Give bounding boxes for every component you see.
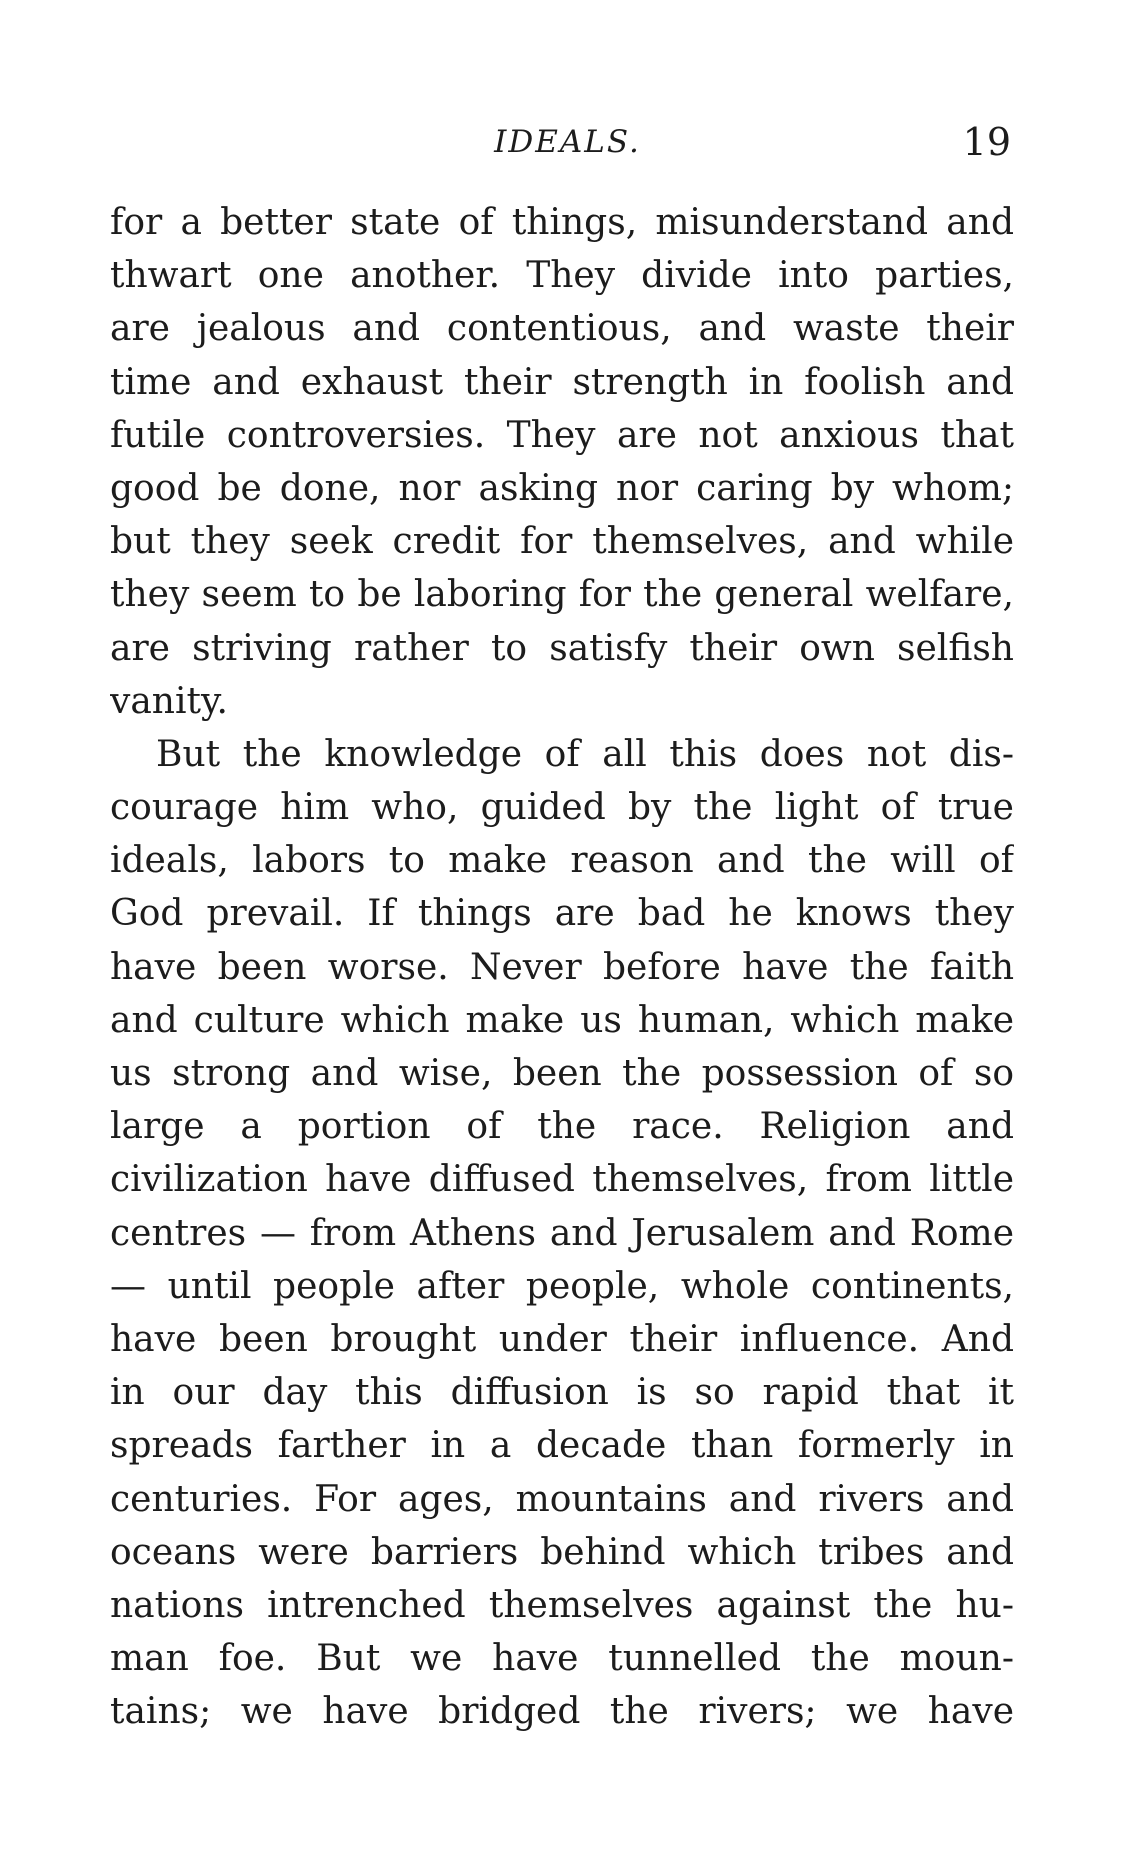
text-line: are striving rather to satisfy their own selfish <box>110 627 1014 669</box>
text-line: and culture which make us human, which make <box>110 999 1014 1041</box>
page-number: 19 <box>962 120 1011 164</box>
text-line: us strong and wise, been the possession of so <box>110 1053 1014 1094</box>
text-line: for a better state of things, misunderstand and <box>110 202 1014 243</box>
text-line: centuries. For ages, mountains and rivers and <box>110 1478 1014 1520</box>
text-line: vanity. <box>110 680 228 722</box>
running-title: IDEALS. <box>494 124 641 160</box>
text-line: in our day this diffusion is so rapid that it <box>110 1372 1014 1414</box>
text-line: — until people after people, whole continents, <box>110 1265 1014 1307</box>
paragraph-2 <box>110 728 1014 1739</box>
text-line: centres — from Athens and Jerusalem and Rome <box>110 1212 1014 1254</box>
text-line: spreads farther in a decade than formerly in <box>110 1425 1014 1467</box>
text-line: man foe. But we have tunnelled the moun- <box>110 1638 1014 1680</box>
text-line: good be done, nor asking nor caring by whom; <box>110 467 1014 509</box>
running-head <box>0 120 1135 180</box>
text-line: But the knowledge of all this does not dis- <box>156 733 1014 775</box>
text-line: time and exhaust their strength in foolish and <box>110 361 1014 403</box>
text-line: have been worse. Never before have the faith <box>110 946 1014 988</box>
text-line: tains; we have bridged the rivers; we have <box>110 1691 1014 1733</box>
text-line: thwart one another. They divide into parties, <box>110 255 1014 297</box>
text-line: God prevail. If things are bad he knows they <box>110 893 1014 935</box>
text-line: courage him who, guided by the light of true <box>110 787 1014 829</box>
text-line: they seem to be laboring for the general welfare, <box>110 574 1014 616</box>
paragraph-1 <box>110 196 1014 728</box>
text-line: are jealous and contentious, and waste their <box>110 308 1014 350</box>
text-line: ideals, labors to make reason and the will of <box>110 840 1014 882</box>
text-line: nations intrenched themselves against the hu- <box>110 1584 1014 1626</box>
text-line: large a portion of the race. Religion and <box>110 1106 1014 1148</box>
text-line: civilization have diffused themselves, from little <box>110 1159 1014 1201</box>
text-line: oceans were barriers behind which tribes and <box>110 1531 1014 1573</box>
text-line: futile controversies. They are not anxious that <box>110 414 1014 456</box>
body-text <box>110 196 1014 1738</box>
text-line: have been brought under their influence. And <box>110 1318 1014 1360</box>
text-line: but they seek credit for themselves, and while <box>110 521 1014 563</box>
